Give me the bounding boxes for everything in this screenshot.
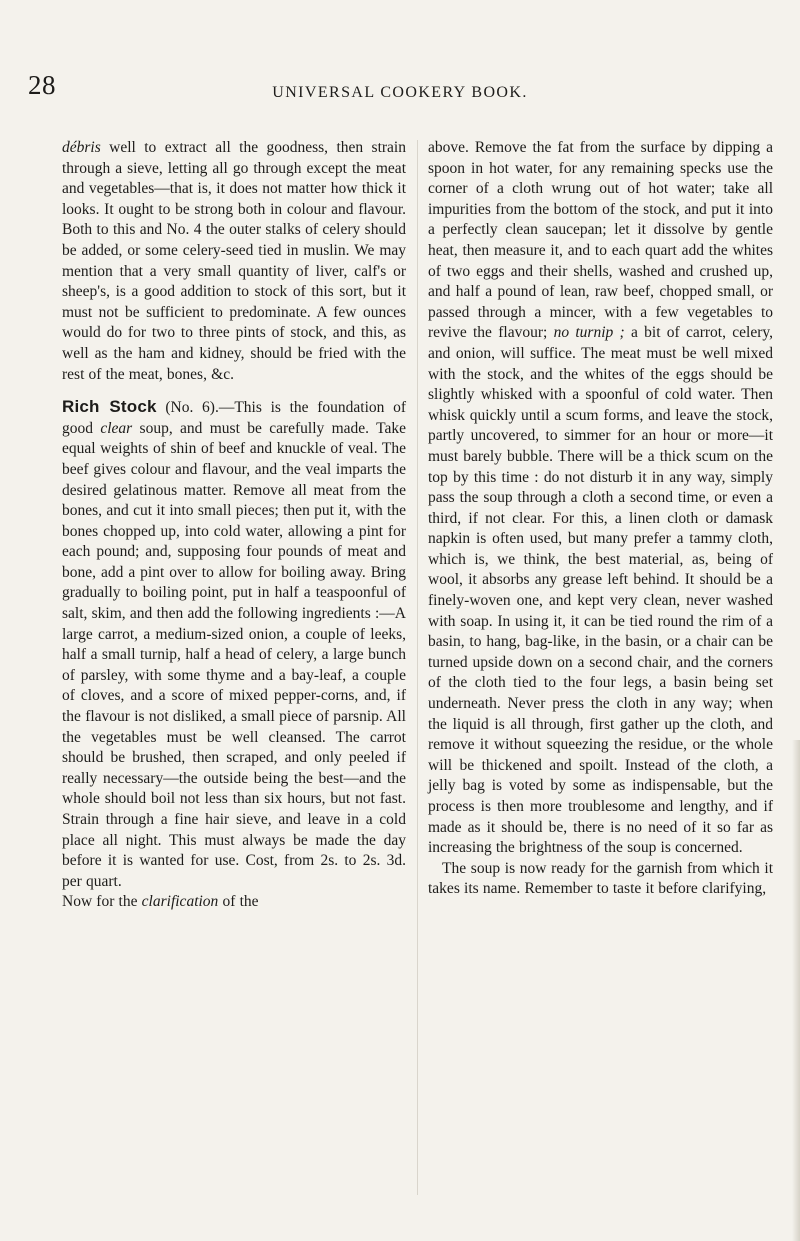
italic-no-turnip: no turnip ; bbox=[553, 324, 625, 342]
paragraph-clarification bbox=[62, 892, 406, 913]
italic-clarification: clarification bbox=[141, 893, 219, 911]
paragraph-debris bbox=[62, 138, 406, 385]
page-edge-shadow bbox=[792, 740, 800, 1241]
italic-debris: débris bbox=[62, 139, 101, 156]
paragraph-text: The soup is now ready for the garnish from which it takes its name. Remember to taste it before clarifying, bbox=[428, 859, 773, 898]
paragraph-text: (No. 6).—This is the foundation of good bbox=[62, 399, 407, 437]
italic-clear: clear bbox=[100, 419, 133, 437]
paragraph-text: a bit of carrot, celery, and onion, will suffice. The meat must be well mixed with the stock, and the whites of the eggs should be slightly whisked with a spoonful of cold water. Then whisk quickly until a scum forms, and leave the stock, partly uncovered, to simmer for an hour or more—it must barely bubble. There will be a thick scum on the top by this time : do not disturb it in any way, simply pass the soup through a cloth a second time, or even a third, if not clear. For this, a linen cloth or damask napkin is often used, but many prefer a tammy cloth, which is, we think, the best material, as, being of wool, it absorbs any grease left behind. It should be a finely-woven one, and kept very clean, never washed with soap. In using it, it can be tied round the rim of a basin, to hang, bag-like, in the basin, or a chair can be turned upside down on a second chair, and the corners of the cloth tied to the four legs, a basin being set underneath. Never press the cloth in any way; when the liquid is all through, first gather up the cloth, and remove it without squeezing the residue, or the whole will be thickened and spoilt. Instead of the cloth, a jelly bag is voted by some as indispensable, but the process is then more troublesome and lengthy, and if made as it should be, there is no need of it so far as increasing the brightness of the soup is concerned. bbox=[428, 324, 773, 857]
running-title: UNIVERSAL COOKERY BOOK. bbox=[272, 84, 528, 101]
column-divider bbox=[417, 140, 418, 1195]
paragraph-garnish bbox=[428, 859, 773, 900]
paragraph-text: Now for the bbox=[62, 893, 142, 911]
paragraph-text: soup, and must be carefully made. Take equal weights of shin of beef and knuckle of veal. The beef gives colour and flavour, and the veal imparts the desired gelatinous matter. Remove all meat from the bones, and cut it into small pieces; then put it, with the bones chopped up, into cold water, allowing a pint for each pound; and, supposing four pounds of meat and bone, add a pint over to allow for boiling away. Bring gradually to boiling point, put in half a teaspoonful of salt, skim, and then add the following ingredients :—A large carrot, a medium-sized onion, a couple of leeks, half a small turnip, half a head of celery, a large bunch of parsley, with some thyme and a bay-leaf, a couple of cloves, and a score of mixed pepper-corns, and, if the flavour is not disliked, a small piece of parsnip. All the vegetables must be well cleansed. The carrot should be brushed, then scraped, and only peeled if really necessary—the outside being the best—and the whole should boil not less than six hours, but not fast. Strain through a fine hair sieve, and leave in a cold place all night. This must always be made the day before it is wanted for use. Cost, from 2s. to 2s. 3d. per quart. bbox=[62, 419, 406, 890]
paragraph-text: well to extract all the goodness, then strain through a sieve, letting all go through except the meat and vegetables—that is, it does not matter how thick it looks. It ought to be strong both in colour and flavour. Both to this and No. 4 the outer stalks of celery should be added, or some celery-seed tied in muslin. We may mention that a very small quantity of liver, calf's or sheep's, is a good addition to stock of this sort, but it must not be sufficient to predominate. A few ounces would do for two to three pints of stock, and this, as well as the ham and kidney, should be fried with the rest of the meat, bones, &c. bbox=[62, 139, 406, 383]
section-heading-rich-stock: Rich Stock bbox=[62, 397, 157, 417]
right-column bbox=[428, 138, 773, 900]
paragraph-clarification-continued bbox=[428, 138, 773, 859]
page-number: 28 bbox=[28, 70, 56, 100]
paragraph-rich-stock bbox=[62, 397, 406, 892]
paragraph-text: above. Remove the fat from the surface by dipping a spoon in hot water, for any remaining specks use the corner of a cloth wrung out of hot water; take all impurities from the bottom of the stock, and put it into a perfectly clean saucepan; let it dissolve by gentle heat, then measure it, and to each quart add the whites of two eggs and their shells, washed and crushed up, and half a pound of lean, raw beef, chopped small, or passed through a mincer, with a few vegetables to revive the flavour; bbox=[428, 139, 773, 342]
left-column bbox=[62, 138, 406, 913]
paragraph-text: of the bbox=[218, 893, 259, 911]
